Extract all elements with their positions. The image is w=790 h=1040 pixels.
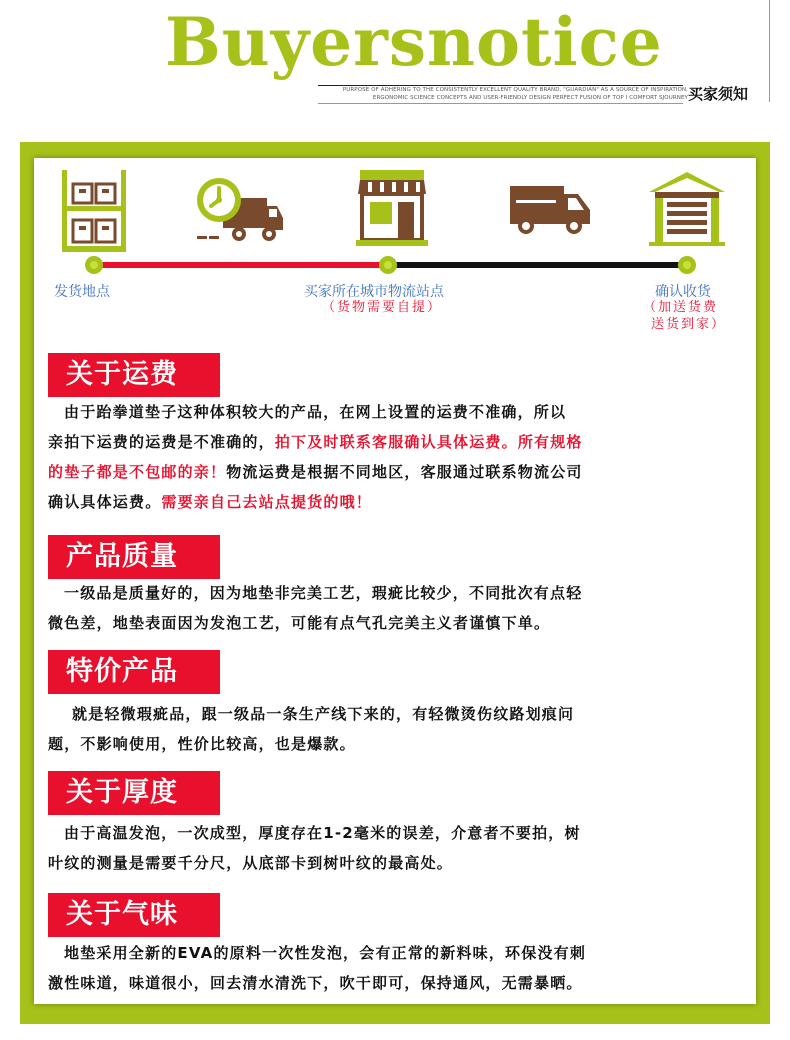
storefront-icon xyxy=(356,170,428,246)
clock-truck-icon xyxy=(195,176,283,246)
timeline-node-1 xyxy=(85,256,103,274)
odor-line-1: 地垫采用全新的EVA的原料一次性发泡，会有正常的新料味，环保没有刺 xyxy=(64,944,587,962)
shipping-text: 确认具体运费。 xyxy=(48,493,162,511)
shipping-line-1: 由于跆拳道垫子这种体积较大的产品，在网上设置的运费不准确，所以 xyxy=(64,403,567,421)
header-subtitle-en xyxy=(318,86,688,102)
special-line-2: 题，不影响使用，性价比较高，也是爆款。 xyxy=(48,735,356,753)
section-body-odor xyxy=(48,938,738,998)
shipping-text: 亲拍下运费的运费是不准确的， xyxy=(48,433,275,451)
header-vertical-rule xyxy=(769,0,770,102)
quality-line-1: 一级品是质量好的，因为地垫非完美工艺，瑕疵比较少，不同批次有点轻 xyxy=(64,584,583,602)
timeline-node-2 xyxy=(379,256,397,274)
timeline-segment-red xyxy=(93,262,391,268)
step-label-station: 买家所在城市物流站点 xyxy=(304,284,444,300)
subtitle-line-1: PURPOSE OF ADHERING TO THE CONSISTENTLY EXCELLENT QUALITY BRAND, "GUARDIAN" AS A SOURCE OF INSPIRATION, xyxy=(342,87,688,93)
section-body-special xyxy=(48,699,738,759)
step-sub-received-1: （加送货费 xyxy=(643,300,719,315)
shipping-line-2 xyxy=(48,427,738,457)
odor-line-2: 激性味道，味道很小，回去清水清洗下，吹干即可，保持通风，无需暴晒。 xyxy=(48,974,583,992)
subtitle-line-2: ERGONOMIC SCIENCE CONCEPTS AND USER-FRIENDLY DESIGN PERFECT FUSION OF TOP I COMFORT SJOURNEY xyxy=(372,95,688,101)
section-body-thickness xyxy=(48,818,738,878)
section-title-shipping: 关于运费 xyxy=(48,353,220,397)
section-body-shipping xyxy=(48,397,738,517)
step-sub-station: （货物需要自提） xyxy=(322,300,443,315)
timeline-segment-black xyxy=(391,262,689,268)
garage-home-icon xyxy=(649,170,725,246)
shipping-highlight: 的垫子都是不包邮的亲！ xyxy=(48,463,227,481)
section-title-special: 特价产品 xyxy=(48,650,220,694)
quality-line-2: 微色差，地垫表面因为发泡工艺，可能有点气孔完美主义者谨慎下单。 xyxy=(48,614,551,632)
header-subtitle-cn: 买家须知 xyxy=(688,85,749,103)
thickness-line-2: 叶纹的测量是需要千分尺，从底部卡到树叶纹的最高处。 xyxy=(48,854,454,872)
shipping-highlight: 拍下及时联系客服确认具体运费。所有规格 xyxy=(274,433,583,451)
shipping-highlight: 需要亲自己去站点提货的哦！ xyxy=(161,493,373,511)
shipping-line-3 xyxy=(48,457,738,487)
header xyxy=(0,0,790,120)
shipping-line-4 xyxy=(48,487,738,517)
step-label-received: 确认收货 xyxy=(655,284,711,300)
header-divider-bottom xyxy=(318,103,683,104)
delivery-van-icon xyxy=(510,180,590,238)
timeline-node-3 xyxy=(678,256,696,274)
warehouse-shelf-icon xyxy=(62,170,126,252)
section-title-thickness: 关于厚度 xyxy=(48,771,220,815)
shipping-timeline xyxy=(85,256,695,276)
step-label-origin: 发货地点 xyxy=(54,284,110,300)
step-sub-received-2: 送货到家） xyxy=(651,317,727,332)
thickness-line-1: 由于高温发泡，一次成型，厚度存在1-2毫米的误差，介意者不要拍，树 xyxy=(64,824,581,842)
section-title-odor: 关于气味 xyxy=(48,893,220,937)
section-body-quality xyxy=(48,578,738,638)
brand-title: Buyersnotice xyxy=(165,3,663,81)
special-line-1: 就是轻微瑕疵品，跟一级品一条生产线下来的，有轻微烫伤纹路划痕问 xyxy=(72,705,575,723)
section-title-quality: 产品质量 xyxy=(48,535,220,579)
shipping-text: 物流运费是根据不同地区，客服通过联系物流公司 xyxy=(226,463,583,481)
